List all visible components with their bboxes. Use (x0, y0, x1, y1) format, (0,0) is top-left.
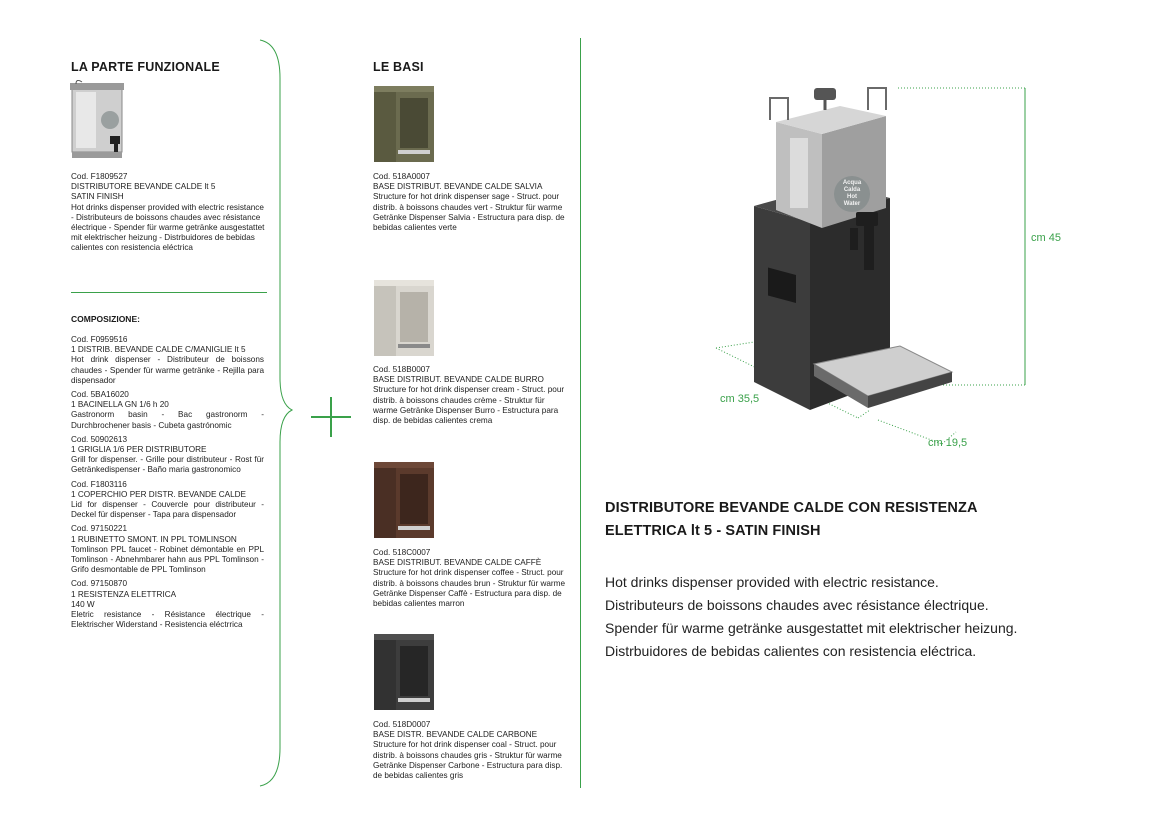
base-item-coal: Cod. 518D0007 BASE DISTR. BEVANDE CALDE CARBONE Structure for hot drink dispenser coal - Struct. pour distrib. à boissons chaudes gris - Struktur für warme Getränke Dispenser Carbone - Estructura para disp. de bebidas calientes gris (373, 720, 563, 781)
plus-icon (309, 395, 353, 439)
section-title-functional: LA PARTE FUNZIONALE (71, 60, 220, 74)
product-finish: SATIN FINISH (71, 192, 124, 202)
base-image-cream (370, 278, 442, 362)
product-description: Hot drinks dispenser provided with electric resistance - Distributeurs de boissons chaudes avec résistance électrique - Spender für warme getränke ausgestattet mit elektrischer heizung - Distrbuidores de bebidas calientes con resistencia eléctrica (71, 202, 265, 253)
grouping-brace (254, 38, 294, 788)
description-line: Distributeurs de boissons chaudes avec résistance électrique. (605, 597, 989, 613)
tank-label-line: Calda (843, 187, 861, 193)
composition-item: Cod. 97150870 1 RESISTENZA ELETTRICA 140 W Eletric resistance - Résistance électrique - Elektrischer Widerstand - Resistencia eléctrrica (71, 579, 264, 630)
column-divider (580, 38, 581, 788)
composition-item: Cod. F1803116 1 COPERCHIO PER DISTR. BEVANDE CALDE Lid for dispenser - Couvercle pour distributeur - Deckel für dispenser - Tapa para dispensador (71, 479, 264, 520)
dispenser-thumbnail (66, 80, 130, 168)
divider (71, 292, 267, 293)
composition-item: Cod. 97150221 1 RUBINETTO SMONT. IN PPL TOMLINSON Tomlinson PPL faucet - Robinet démontable en PPL Tomlinson - Abnehmbarer hahn aus PPL Tomlinson - Grifo desmontable de PPL Tomlinson (71, 524, 264, 575)
base-item-coffee: Cod. 518C0007 BASE DISTRIBUT. BEVANDE CALDE CAFFÈ Structure for hot drink dispenser coffee - Struct. pour distrib. à boissons chaudes brun - Struktur für warme Getränke Dispenser Caffè - Estructura para disp. de bebidas calientes marron (373, 548, 566, 609)
description-line: Spender für warme getränke ausgestattet mit elektrischer heizung. (605, 620, 1018, 636)
dimension-depth: cm 35,5 (720, 393, 760, 405)
composition-item: Cod. 50902613 1 GRIGLIA 1/6 PER DISTRIBUTORE Grill for dispenser. - Grille pour distributeur - Rost für Getränkedispenser - Baño maria gastronomico (71, 434, 264, 475)
composition-title: COMPOSIZIONE: (71, 314, 140, 324)
product-image (710, 80, 1050, 450)
product-code: Cod. F1809527 (71, 172, 128, 181)
tank-label-line: Water (843, 201, 861, 207)
tank-label-line: Acqua (842, 180, 862, 186)
composition-item: Cod. 5BA16020 1 BACINELLA GN 1/6 h 20 Gastronorm basin - Bac gastronorm - Durchbrochener basis - Cubeta gastrónomic (71, 390, 264, 430)
product-title-line: ELETTRICA lt 5 - SATIN FINISH (605, 523, 821, 539)
product-name: DISTRIBUTORE BEVANDE CALDE lt 5 (71, 182, 216, 192)
product-title-line: DISTRIBUTORE BEVANDE CALDE CON RESISTENZA (605, 500, 978, 516)
base-item-sage: Cod. 518A0007 BASE DISTRIBUT. BEVANDE CALDE SALVIA Structure for hot drink dispenser sage - Struct. pour distrib. à boissons chaudes vert - Struktur für warme Getränke Dispenser Salvia - Estructura para disp. de bebidas calientes verte (373, 172, 565, 233)
dimension-height: cm 45 (1031, 232, 1061, 244)
base-image-sage (370, 84, 442, 168)
dimension-width: cm 19,5 (928, 437, 968, 449)
tank-label-line: Hot (847, 194, 857, 200)
base-image-coffee (370, 460, 442, 544)
composition-item: Cod. F0959516 1 DISTRIB. BEVANDE CALDE C/MANIGLIE lt 5 Hot drink dispenser - Distributeur de boissons chaudes - Spender für warme getränke - Rejilla para dispensador (71, 335, 264, 385)
description-line: Hot drinks dispenser provided with electric resistance. (605, 574, 939, 590)
description-line: Distrbuidores de bebidas calientes con resistencia eléctrica. (605, 643, 977, 659)
section-title-bases: LE BASI (373, 60, 424, 74)
base-item-cream: Cod. 518B0007 BASE DISTRIBUT. BEVANDE CALDE BURRO Structure for hot drink dispenser cream - Struct. pour distrib. à boissons chaudes crème - Struktur für warme Getränke Dispenser Burro - Estructura para disp. de bebidas calientes crema (373, 365, 565, 426)
base-image-coal (370, 632, 442, 716)
